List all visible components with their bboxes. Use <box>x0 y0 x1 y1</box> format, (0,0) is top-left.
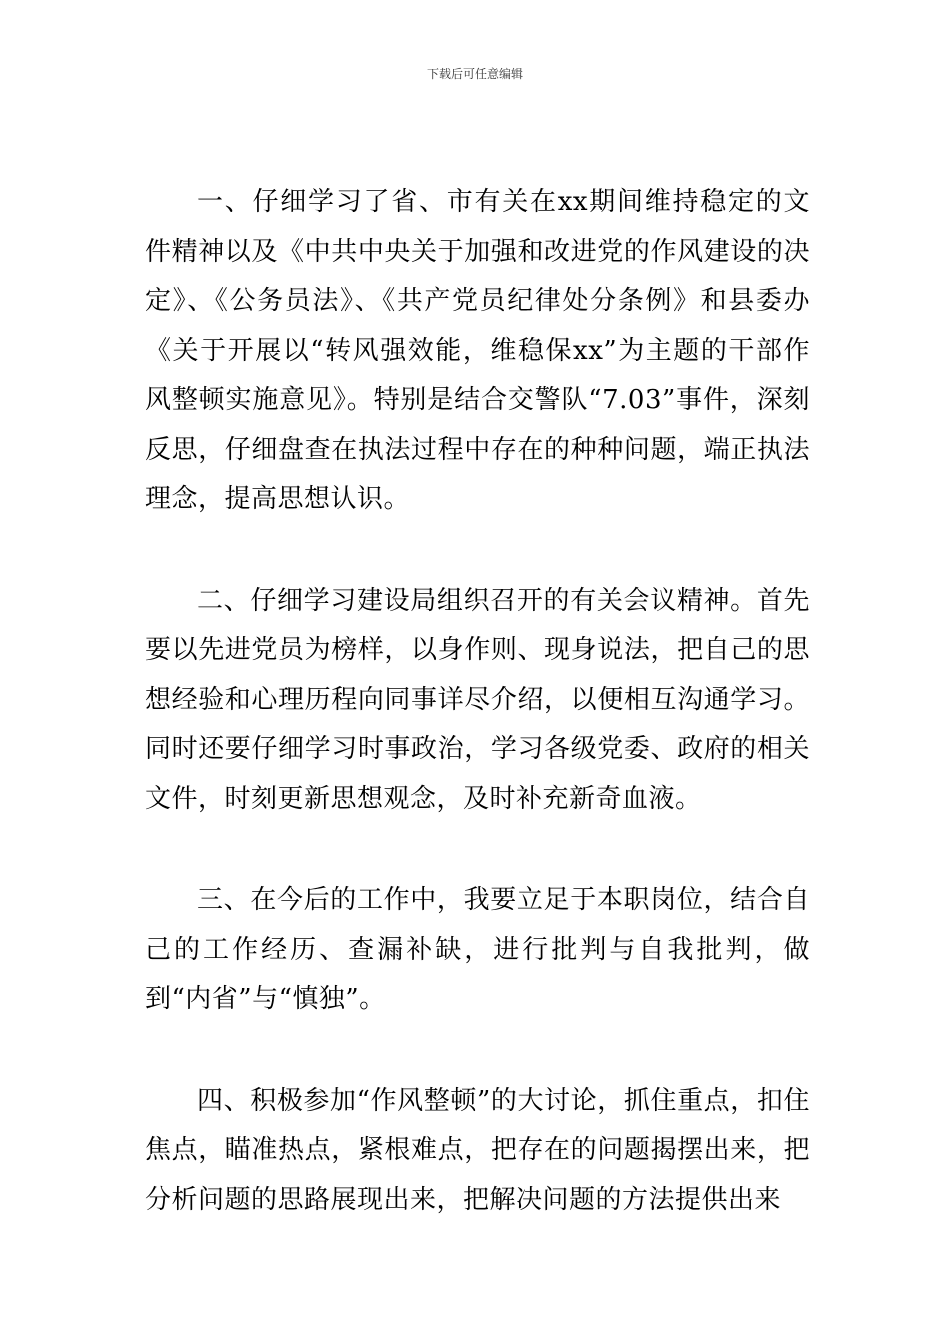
paragraph-3: 三、在今后的工作中，我要立足于本职岗位，结合自己的工作经历、查漏补缺，进行批判与自我批判，做到“内省”与“慎独”。 <box>145 885 810 1014</box>
page-header: 下载后可任意编辑 <box>426 67 523 81</box>
paragraph-2: 二、仔细学习建设局组织召开的有关会议精神。首先要以先进党员为榜样，以身作则、现身说法，把自己的思想经验和心理历程向同事详尽介绍，以便相互沟通学习。同时还要仔细学习时事政治，学习各级党委、政府的相关文件，时刻更新思想观念，及时补充新奇血液。 <box>145 585 810 814</box>
paragraph-4: 四、积极参加“作风整顿”的大讨论，抓住重点，扣住焦点，瞄准热点，紧根难点，把存在的问题揭摆出来，把分析问题的思路展现出来，把解决问题的方法提供出来 <box>145 1085 810 1215</box>
document-body <box>145 178 810 1225</box>
paragraph-1: 一、仔细学习了省、市有关在xx期间维持稳定的文件精神以及《中共中央关于加强和改进党的作风建设的决定》、《公务员法》、《共产党员纪律处分条例》和县委办《关于开展以“转风强效能，维稳保xx”为主题的干部作风整顿实施意见》。特别是结合交警队“7.03”事件，深刻反思，仔细盘查在执法过程中存在的种种问题，端正执法理念，提高思想认识。 <box>145 187 810 514</box>
